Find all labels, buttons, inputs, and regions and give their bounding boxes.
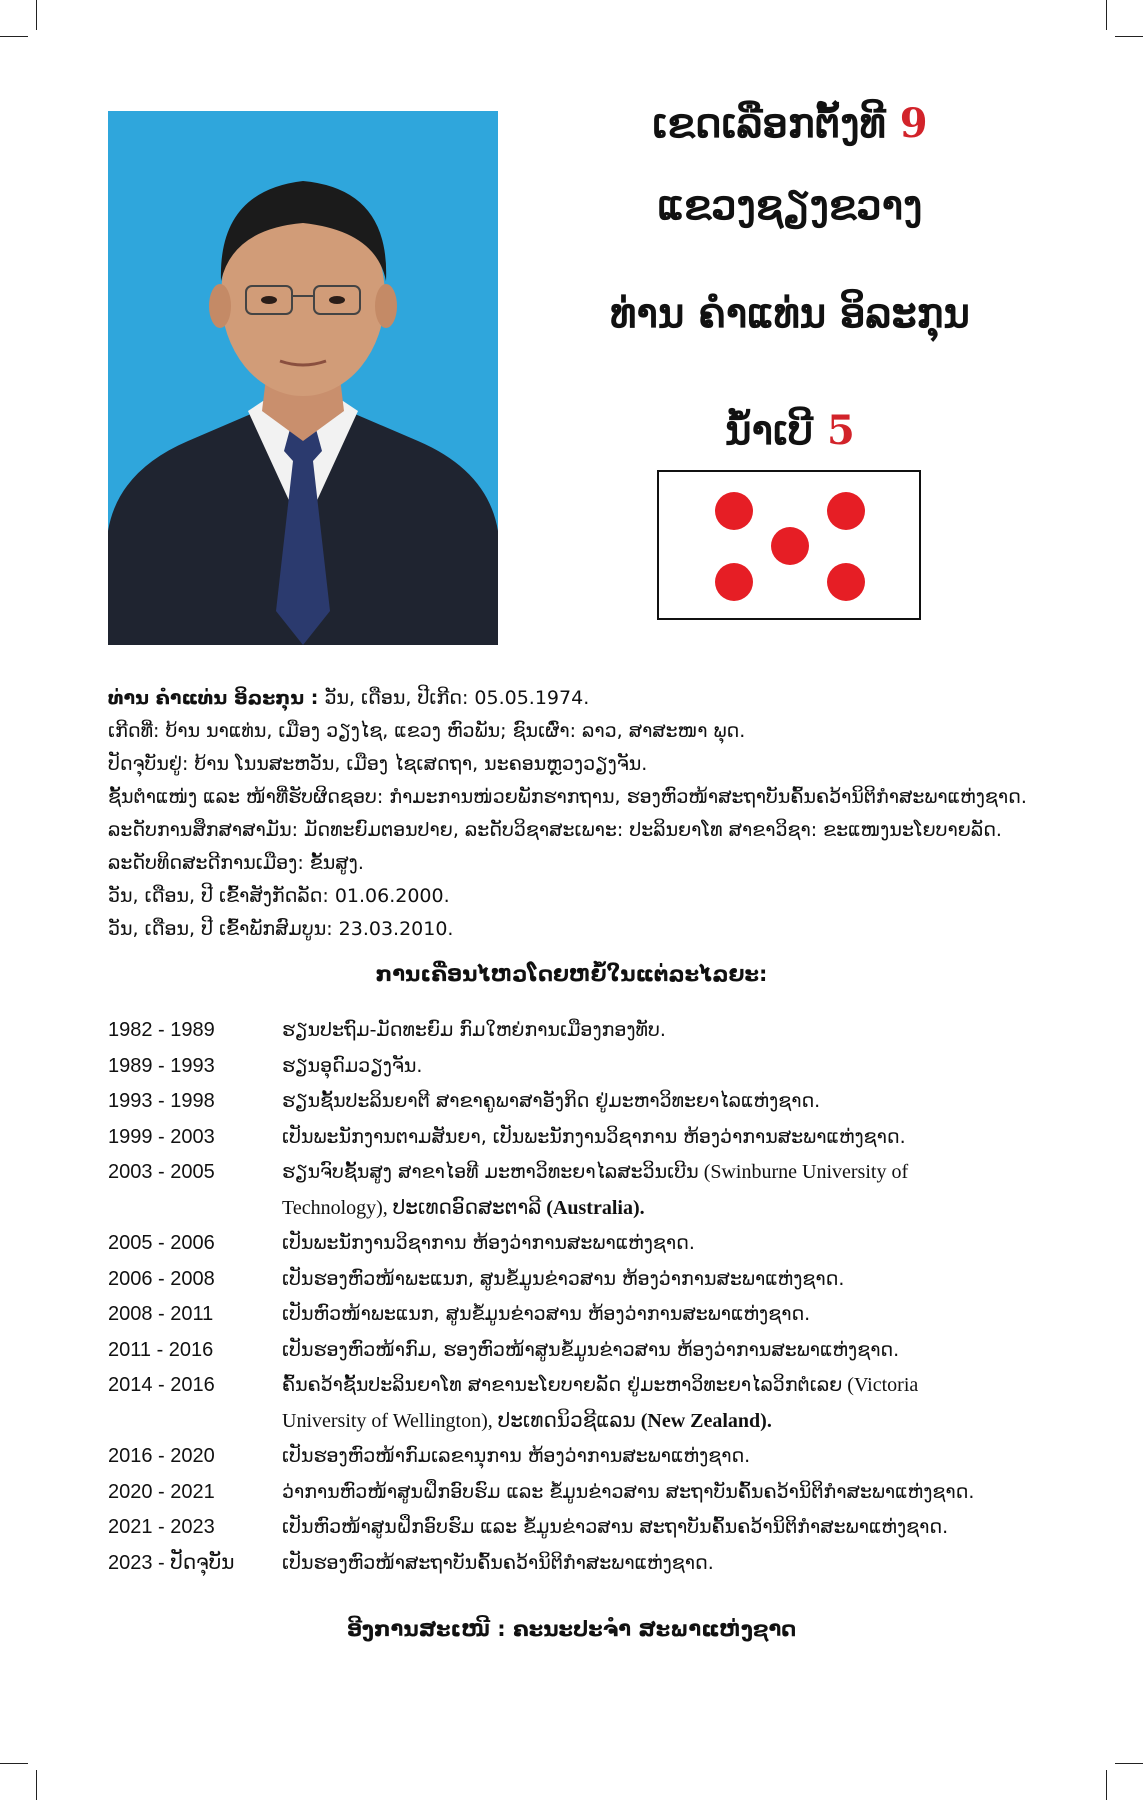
timeline-years: 2005 - 2006 <box>108 1232 215 1254</box>
crop-mark <box>0 36 28 37</box>
bio-name: ທ່ານ ຄຳແທ່ນ ອິລະກຸນ : <box>108 687 319 709</box>
timeline-text: ເປັນຫົວໜ້າສູນຝຶກອົບຮົມ ແລະ ຂໍ້ມູນຂ່າວສານ ສະຖາບັນຄົ້ນຄວ້ານິຕິກຳສະພາແຫ່ງຊາດ. <box>282 1516 949 1538</box>
timeline-text-latin: (Swinburne University of <box>698 1161 909 1183</box>
timeline-row <box>108 1368 1068 1439</box>
timeline-text: ເປັນພະນັກງານວິຊາການ ຫ້ອງວ່າການສະພາແຫ່ງຊາດ. <box>282 1232 695 1254</box>
timeline-text: ຮຽນປະຖົມ-ມັດທະຍົມ ກົມໃຫຍ່ການເມືອງກອງທັບ. <box>282 1019 666 1041</box>
timeline-row <box>108 1084 1068 1120</box>
timeline-row <box>108 1262 1068 1298</box>
timeline-text-main: ຄົ້ນຄວ້າຊັ້ນປະລິນຍາໂທ ສາຂານະໂຍບາຍລັດ ຢູ່ມະຫາວິທະຍາໄລວິກຕໍເລຍ <box>282 1374 843 1396</box>
district-number: 9 <box>899 100 928 147</box>
ballot-label: ນ້ຳເບີ <box>725 407 814 454</box>
timeline-row <box>108 1510 1068 1546</box>
crop-mark <box>1106 0 1107 30</box>
ballot-dot <box>827 492 865 530</box>
timeline-row <box>108 1226 1068 1262</box>
timeline-row <box>108 1333 1068 1369</box>
timeline-years: 2003 - 2005 <box>108 1161 215 1183</box>
timeline-text-line2: University of Wellington), ປະເທດນິວຊີແລນ <box>282 1409 636 1432</box>
crop-mark <box>0 1763 28 1764</box>
bio-line-name <box>108 682 1048 715</box>
timeline-text-bold: (New Zealand). <box>635 1409 772 1432</box>
timeline-years: 2023 - ປັດຈຸບັນ <box>108 1551 235 1574</box>
timeline-years: 2021 - 2023 <box>108 1516 215 1538</box>
timeline-text: ເປັນພະນັກງານຕາມສັນຍາ, ເປັນພະນັກງານວິຊາການ ຫ້ອງວ່າການສະພາແຫ່ງຊາດ. <box>282 1125 906 1148</box>
timeline-text: ເປັນຮອງຫົວໜ້າກົມ, ຮອງຫົວໜ້າສູນຂໍ້ມູນຂ່າວສານ ຫ້ອງວ່າການສະພາແຫ່ງຊາດ. <box>282 1338 900 1361</box>
candidate-photo <box>108 111 498 645</box>
timeline-years: 2006 - 2008 <box>108 1267 215 1290</box>
timeline-years: 1989 - 1993 <box>108 1054 215 1077</box>
candidate-name: ທ່ານ ຄຳແທ່ນ ອິລະກຸນ <box>610 290 970 337</box>
bio-youth-union: ວັນ, ເດືອນ, ປີ ເຂົ້າສັງກັດລັດ: 01.06.2000. <box>108 885 450 907</box>
timeline-years: 2016 - 2020 <box>108 1445 215 1467</box>
timeline-years: 2020 - 2021 <box>108 1480 215 1503</box>
ballot-dots-box <box>657 470 921 620</box>
timeline-text: ຮຽນອຸດົມວຽງຈັນ. <box>282 1054 423 1077</box>
timeline-text <box>282 1368 1068 1439</box>
timeline-text: ວ່າການຫົວໜ້າສູນຝຶກອົບຮົມ ແລະ ຂໍ້ມູນຂ່າວສານ ສະຖາບັນຄົ້ນຄວ້ານິຕິກຳສະພາແຫ່ງຊາດ. <box>282 1480 975 1503</box>
timeline-text: ເປັນຮອງຫົວໜ້າກົມເລຂານຸການ ຫ້ອງວ່າການສະພາແຫ່ງຊາດ. <box>282 1445 751 1467</box>
biography <box>108 682 1048 946</box>
district-title <box>560 100 1020 147</box>
timeline-text: ເປັນຮອງຫົວໜ້າສະຖາບັນຄົ້ນຄວ້ານິຕິກຳສະພາແຫ່ງຊາດ. <box>282 1551 714 1574</box>
timeline-row <box>108 1155 1068 1226</box>
footer-note: ອີງການສະເໜີ : ຄະນະປະຈຳ ສະພາແຫ່ງຊາດ <box>346 1617 797 1641</box>
bio-political-theory: ລະດັບທິດສະດີການເມືອງ: ຂັ້ນສູງ. <box>108 852 364 874</box>
timeline-text-main: ຮຽນຈົບຊັ້ນສູງ ສາຂາໄອທີ ມະຫາວິທະຍາໄລສະວິນເບີນ <box>282 1161 699 1183</box>
timeline-row <box>108 1049 1068 1085</box>
timeline-row <box>108 1120 1068 1156</box>
timeline-years: 1999 - 2003 <box>108 1125 215 1148</box>
timeline-row <box>108 1546 1068 1582</box>
timeline-text: ເປັນຫົວໜ້າພະແນກ, ສູນຂໍ້ມູນຂ່າວສານ ຫ້ອງວ່າການສະພາແຫ່ງຊາດ. <box>282 1303 811 1325</box>
timeline-text-latin: (Victoria <box>842 1374 919 1396</box>
timeline-text-bold: (Australia). <box>541 1196 645 1219</box>
bio-party: ວັນ, ເດືອນ, ປີ ເຂົ້າພັກສົມບູນ: 23.03.2010. <box>108 918 454 940</box>
crop-mark <box>1115 36 1143 37</box>
bio-education: ລະດັບການສຶກສາສາມັນ: ມັດທະຍົມຕອນປາຍ, ລະດັບວິຊາສະເພາະ: ປະລິນຍາໂທ ສາຂາວິຊາ: ຂະແໜງນະໂຍບາຍລັດ. <box>108 819 1002 841</box>
crop-mark <box>36 1770 37 1800</box>
timeline-years: 2011 - 2016 <box>108 1338 214 1361</box>
province-title: ແຂວງຊຽງຂວາງ <box>657 182 923 229</box>
crop-mark <box>36 0 37 30</box>
bio-dob: ວັນ, ເດືອນ, ປີເກີດ: 05.05.1974. <box>318 687 590 709</box>
crop-mark <box>1115 1763 1143 1764</box>
ballot-number: 5 <box>827 407 855 454</box>
timeline-years: 2008 - 2011 <box>108 1303 214 1325</box>
bio-residence: ປັດຈຸບັນຢູ່: ບ້ານ ໂນນສະຫວັນ, ເມືອງ ໄຊເສດຖາ, ນະຄອນຫຼວງວຽງຈັນ. <box>108 753 648 775</box>
timeline-years: 2014 - 2016 <box>108 1374 215 1396</box>
ballot-dot <box>715 563 753 601</box>
timeline-row <box>108 1013 1068 1049</box>
ballot-dot <box>715 492 753 530</box>
timeline-text-line2: Technology), ປະເທດອົດສະຕາລີ <box>282 1196 542 1219</box>
timeline-years: 1993 - 1998 <box>108 1090 215 1112</box>
ballot-dot <box>771 527 809 565</box>
timeline-row <box>108 1439 1068 1475</box>
timeline-row <box>108 1297 1068 1333</box>
timeline-text: ເປັນຮອງຫົວໜ້າພະແນກ, ສູນຂໍ້ມູນຂ່າວສານ ຫ້ອງວ່າການສະພາແຫ່ງຊາດ. <box>282 1267 845 1290</box>
timeline <box>108 1013 1068 1581</box>
timeline-text: ຮຽນຊັ້ນປະລິນຍາຕີ ສາຂາຄູພາສາອັງກິດ ຢູ່ມະຫາວິທະຍາໄລແຫ່ງຊາດ. <box>282 1090 821 1112</box>
ballot-dot <box>827 563 865 601</box>
bio-birthplace: ເກີດທີ່: ບ້ານ ນາແທ່ນ, ເມືອງ ວຽງໄຊ, ແຂວງ ຫົວພັນ; ຊົນເຜົ່າ: ລາວ, ສາສະໜາ ພຸດ. <box>108 720 746 742</box>
timeline-years: 1982 - 1989 <box>108 1019 215 1041</box>
crop-mark <box>1106 1770 1107 1800</box>
bio-position: ຊັ້ນຕຳແໜ່ງ ແລະ ໜ້າທີ່ຮັບຜິດຊອບ: ກຳມະການໜ່ວຍພັກຮາກຖານ, ຮອງຫົວໜ້າສະຖາບັນຄົ້ນຄວ້ານິຕິກຳສະພາແຫ່ງຊາດ. <box>108 786 1027 808</box>
timeline-title: ການເຄື່ອນໄຫວໂດຍຫຍໍ້ໃນແຕ່ລະໄລຍະ: <box>375 962 768 986</box>
district-label: ເຂດເລືອກຕັ້ງທີ <box>652 100 886 147</box>
timeline-row <box>108 1475 1068 1511</box>
ballot-number-title <box>560 407 1020 454</box>
timeline-text <box>282 1155 1068 1226</box>
